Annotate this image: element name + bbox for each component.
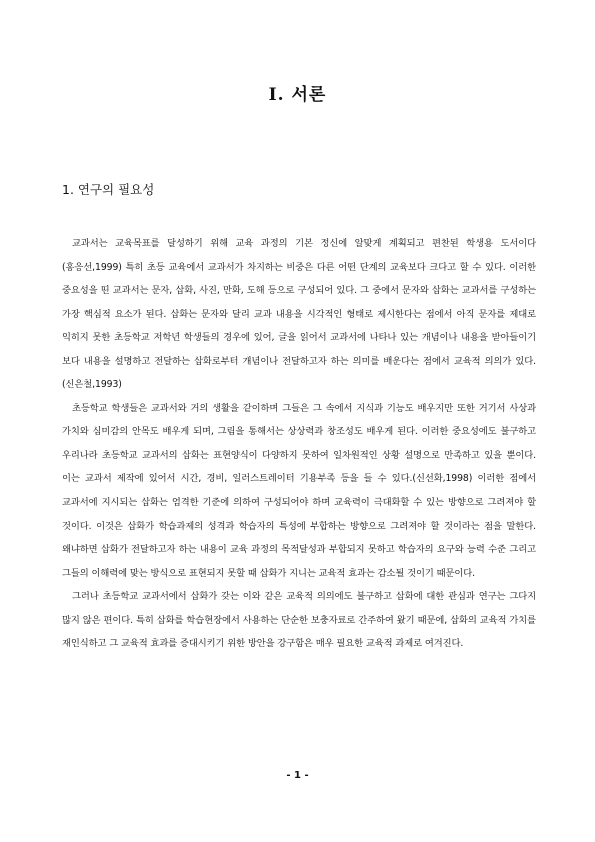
page-number: - 1 - [286, 770, 309, 781]
paragraph-2: 초등학교 학생들은 교과서와 거의 생활을 같이하며 그들은 그 속에서 지식과 기능도 배우지만 또한 거기서 사상과 가치와 심미감의 안목도 배우게 되며, 그림을 통해서는 상상력과 창조성도 배우게 된다. 이러한 중요성에도 불구하고 우리나라 초등학교 교과서의 삽화는 표현양식이 다양하지 못하여 일차원적인 상황 설명으로 만족하고 있을 뿐이다. 이는 교과서 제작에 있어서 시간, 경비, 일러스트레이터 기용부족 등을 들 수 있다.(신선화,1998) 이러한 점에서 교과서에 지시되는 삽화는 엄격한 기준에 의하여 구성되어야 하며 교육력이 극대화할 수 있는 방향으로 그려져야 할 것이다. 이것은 삽화가 학습과제의 성격과 학습자의 특성에 부합하는 방향으로 그려져야 할 것이라는 점을 말한다. 왜냐하면 삽화가 전달하고자 하는 내용이 교육 과정의 목적달성과 부합되지 못하고 학습자의 요구와 능력 수준 그리고 그들의 이해력에 맞는 방식으로 표현되지 못할 때 삽화가 지니는 교육적 효과는 감소될 것이기 때문이다. [62, 402, 536, 579]
body-text [62, 232, 536, 656]
paragraph-1: 교과서는 교육목표를 달성하기 위해 교육 과정의 기본 정신에 알맞게 계획되고 편찬된 학생용 도서이다(홍응선,1999) 특히 초등 교육에서 교과서가 차지하는 비중은 다른 어떤 단계의 교육보다 크다고 할 수 있다. 이러한 중요성을 띤 교과서는 문자, 삽화, 사진, 만화, 도해 등으로 구성되어 있다. 그 중에서 문자와 삽화는 교과서를 구성하는 가장 핵심적 요소가 된다. 삽화는 문자와 달리 교과 내용을 시각적인 형태로 제시한다는 점에서 아직 문자를 제대로 익히지 못한 초등학교 저학년 학생들의 경우에 있어, 글을 읽어서 교과서에 나타나 있는 개념이나 내용을 받아들이기 보다 내용을 설명하고 전달하는 삽화로부터 개념이나 전달하고자 하는 의미를 배운다는 점에서 교육적 의의가 있다. (신은철,1993) [62, 238, 536, 391]
chapter-title: Ⅰ. 서론 [268, 85, 327, 105]
paragraph-3: 그러나 초등학교 교과서에서 삽화가 갖는 이와 같은 교육적 의의에도 불구하고 삽화에 대한 관심과 연구는 그다지 많지 않은 편이다. 특히 삽화를 학습현장에서 사용하는 단순한 보충자료로 간주하여 왔기 때문에, 삽화의 교육적 가치를 재인식하고 그 교육적 효과를 증대시키기 위한 방안을 강구함은 매우 필요한 교육적 과제로 여겨진다. [62, 591, 536, 650]
section-heading: 1. 연구의 필요성 [62, 182, 155, 197]
